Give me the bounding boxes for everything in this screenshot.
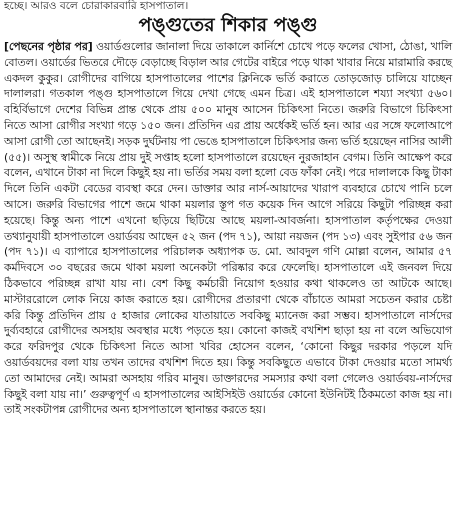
article-text: ওয়ার্ডগুলোর জানালা দিয়ে তাকালে কার্নিশে চোখে পড়ে ফলের খোসা, ঠোঙা, খালি বোতল। ওয়ার্ডের ভিতরে দৌড়ে বেড়াচ্ছে বিড়াল আর গেটের বাইরে পড়ে থাকা খাবার নিয়ে মারামারি করছে একদল কুকুর। রোগীদের বাগিয়ে হাসপাতালের পাশের ক্লিনিকে ভর্তি করাতে তোড়জোড় চালিয়ে যাচ্ছেন দালালরা। গতকাল পঙ্গু হাসপাতালে গিয়ে দেখা গেছে এমন চিত্র। এই হাসপাতালে শয্যা সংখ্যা ৫৬০। বহির্বিভাগে দেশের বিভিন্ন প্রান্ত থেকে প্রায় ৫০০ মানুষ আসেন চিকিৎসা নিতে। জরুরি বিভাগে চিকিৎসা নিতে আসা রোগীর সংখ্যা গড়ে ১৫০ জন। প্রতিদিন এর প্রায় অর্ধেকই ভর্তি হন। আর এর সঙ্গে ফলোআপে আসা রোগী তো আছেনই। সড়ক দুর্ঘটনায় পা ভেঙে হাসপাতালে চিকিৎসার জন্য ভর্তি হয়েছেন নাসির আলী (৫৫)। অসুস্থ স্বামীকে নিয়ে প্রায় দুই সপ্তাহ হলো হাসপাতালে রয়েছেন নুরজাহান বেগম। তিনি আক্ষেপ করে বলেন, এখানে টাকা না দিলে কিছুই হয় না। ভর্তির সময় বলা হলো বেড ফাঁকা নেই। পরে দালালকে কিছু টাকা দিলে তিনি একটা বেডের ব্যবস্থা করে দেন। ডাক্তার আর নার্স-আয়াদের খারাপ ব্যবহারে চোখে পানি চলে আসে। জরুরি বিভাগের পাশে জমে থাকা ময়লার স্তূপ গত কয়েক দিন আগে সরিয়ে কিছুটা পরিচ্ছন্ন করা হয়েছে। কিন্তু অন্য পাশে এখনো ছড়িয়ে ছিটিয়ে আছে ময়লা-আবর্জনা। হাসপাতাল কর্তৃপক্ষের দেওয়া তথ্যানুযায়ী হাসপাতালে ওয়ার্ডবয় আছেন ৫২ জন (পদ ৭১), আয়া নয়জন (পদ ১৩) এবং সুইপার ৫৬ জন (পদ ৭১)। এ ব্যাপারে হাসপাতালের পরিচালক অধ্যাপক ড. মো. আবদুল গণি মোল্লা বলেন, আমার ৫৭ কর্মদিবসে ৩০ বছরের জমে থাকা ময়লা অনেকটা পরিষ্কার করে ফেলেছি। হাসপাতালে এই জনবল দিয়ে ঠিকভাবে পরিচ্ছন্ন রাখা যায় না। বেশ কিছু কর্মচারী নিয়োগ হওয়ার কথা থাকলেও তা আটকে আছে। মাস্টাররোলে লোক নিয়ে কাজ করাতে হয়। রোগীদের প্রতারণা থেকে বাঁচাতে আমরা সচেতন করার চেষ্টা করি কিন্তু প্রতিদিন প্রায় ৫ হাজার লোকের যাতায়াতে সবকিছু ম্যানেজ করা সম্ভব। হাসপাতালে নার্সদের দুর্ব্যবহারে রোগীদের অসহায় অবস্থার মধ্যে পড়তে হয়। কোনো কাজই বখশিশ ছাড়া হয় না বলে অভিযোগ করে ফরিদপুর থেকে চিকিৎসা নিতে আসা খবির হোসেন বলেন, ‘কোনো কিছুর দরকার পড়লে যদি ওয়ার্ডবয়দের বলা যায় তখন তাদের বখশিশ দিতে হয়। কিন্তু সবকিছুতে এভাবে টাকা দেওয়ার মতো সামর্থ্য তো আমাদের নেই। আমরা অসহায় গরিব মানুষ। ডাক্তারদের সমস্যার কথা বলা গেলেও ওয়ার্ডবয়-নার্সদের কিছুই বলা যায় না।’ গুরুত্বপূর্ণ এ হাসপাতালের আইসিইউ ওয়ার্ডের কোনো ইউনিটই ঠিকমতো কাজ হয় না। তাই সংকটাপন্ন রোগীদের অন্য হাসপাতালে স্থানান্তর করতে হয়। [4,40,452,417]
previous-article-fragment: হচ্ছে। আরও বলে চোরাকারবারি হাসপাতাল। [4,0,189,12]
continuation-label: [পেছনের পৃষ্ঠার পর] [4,40,93,53]
article-body [4,39,452,418]
article-paragraph [4,39,452,418]
article-headline: পঙ্গুতের শিকার পঙ্গু [138,14,318,36]
